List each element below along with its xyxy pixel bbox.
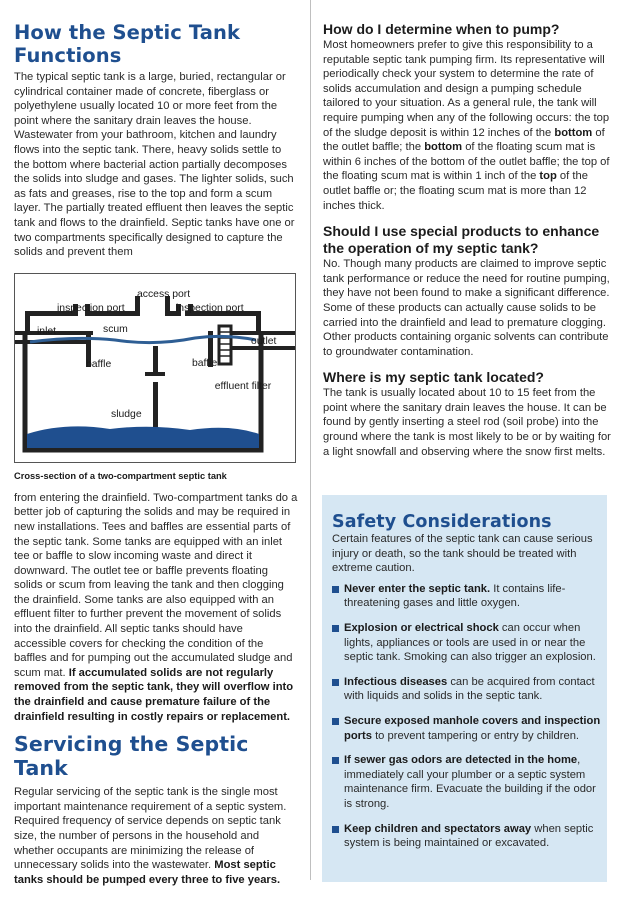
emphasis-bottom: bottom xyxy=(424,141,463,154)
question-special-products: Should I use special products to enhance the operation of my septic tank? xyxy=(323,223,600,257)
access-port-label: access port xyxy=(137,288,191,300)
tank-details-paragraph xyxy=(14,491,298,725)
outlet-label: outlet xyxy=(251,335,277,347)
diagram-caption: Cross-section of a two-compartment septic tank xyxy=(14,470,227,481)
column-divider xyxy=(310,0,311,880)
safety-list xyxy=(322,582,607,851)
safety-item xyxy=(332,675,602,704)
safety-item xyxy=(332,714,602,743)
question-when-to-pump: How do I determine when to pump? xyxy=(323,21,560,37)
answer-text: of the outlet baffle; the xyxy=(323,126,605,154)
bullet-square-icon xyxy=(332,679,339,686)
safety-considerations-box xyxy=(322,495,607,882)
safety-item-bold: If sewer gas odors are detected in the home xyxy=(344,754,578,767)
answer-tank-location: The tank is usually located about 10 to 15 feet from the point where the sanitary drain leaves the house. It can be found by gently inserting a steel rod (soil probe) into the ground where the tank is most likely to be or by waiting for a light snowfall and observing where the snow first melts. xyxy=(323,387,611,458)
safety-item xyxy=(332,582,602,611)
bullet-square-icon xyxy=(332,718,339,725)
tank-details-text: from entering the drainfield. Two-compartment tanks do a better job of capturing the solids and may be required in new installations. Tees and baffles are essential parts of the septic tank. Some tanks are equipped with an inlet tee or baffle to slow incoming waste and direct it downward. The outlet tee or baffle prevents floating solids or scum from leaving the tank and then clogging the drainfield. Some tanks are also equipped with an effluent filter to further prevent the movement of solids into the drainfield. All septic tanks should have accessible covers for checking the condition of the baffles and for pumping out the accumulated sludge and scum mat. xyxy=(14,491,298,679)
safety-item-text: , immediately call your plumber or a septic system maintenance firm. Evacuate the building if the odor is strong. xyxy=(344,754,596,810)
safety-item-text: can occur when lights, appliances or tools are used in or near the septic tank. Smoking can also trigger an explosion. xyxy=(344,621,596,664)
answer-text: of the floating scum mat is within 6 inches of the bottom of the outlet baffle; the top of the floating scum mat is within 1 inch of the xyxy=(323,141,610,183)
inspection-port-right-label: inspection port xyxy=(176,302,244,314)
baffle-right-label: baffle xyxy=(192,357,218,369)
emphasis-top: top xyxy=(539,170,557,183)
section-title-servicing: Servicing the Septic Tank xyxy=(14,732,249,781)
functions-paragraph: The typical septic tank is a large, buried, rectangular or cylindrical container made of concrete, fiberglass or polyethylene usually located 10 or more feet from the point where the sanitary drain leaves the house. Wastewater from your bathroom, kitchen and laundry flows into the septic tank. There, heavy solids settle to the bottom where bacterial action partially decomposes the solids into sludge and gases. The lighter solids, such as fats and greases, rise to the top and form a scum layer. The partially treated effluent then leaves the septic tank and flows to the drainfield. Septic tanks have one or two compartments specifically designed to capture the solids and prevent them xyxy=(14,71,295,259)
septic-tank-diagram xyxy=(14,273,296,463)
section-title-functions: How the Septic Tank Functions xyxy=(14,21,241,67)
question-tank-location: Where is my septic tank located? xyxy=(323,369,544,386)
inlet-label: inlet xyxy=(37,325,57,337)
safety-item-bold: Secure exposed manhole covers and inspection ports xyxy=(344,714,601,742)
servicing-text: Regular servicing of the septic tank is the single most important maintenance requirement of a septic system. Required frequency of service depends on septic tank size, the number of persons in the household and whether occupants are minimizing the release of unnecessary solids into the wastewater. xyxy=(14,786,287,872)
bullet-square-icon xyxy=(332,826,339,833)
scum-label: scum xyxy=(103,323,128,335)
bullet-square-icon xyxy=(332,757,339,764)
left-column xyxy=(14,0,298,887)
safety-intro: Certain features of the septic tank can cause serious injury or death, so the tank should be treated with extreme caution. xyxy=(332,533,593,575)
safety-item-text: It contains life-threatening gases and little oxygen. xyxy=(344,582,566,610)
safety-item xyxy=(332,621,602,665)
effluent-filter-label: effluent filter xyxy=(214,380,272,392)
bullet-square-icon xyxy=(332,625,339,632)
tank-details-warning: If accumulated solids are not regularly removed from the septic tank, they will overflow into the drainfield and cause premature failure of the drainfield resulting in costly repairs or replacement. xyxy=(14,666,294,723)
safety-item xyxy=(332,822,602,851)
answer-special-products: No. Though many products are claimed to improve septic tank performance or reduce the need for routine pumping, they have not been found to make a significant difference. Some of these products can actually cause solids to be carried into the drainfield and lead to premature clogging. Other products containing organic solvents can contribute to groundwater contamination. xyxy=(323,258,610,358)
answer-text: of the outlet baffle or; the floating scum mat is more than 12 inches thick. xyxy=(323,170,588,212)
safety-item-text: to prevent tampering or entry by children. xyxy=(371,729,580,742)
answer-when-to-pump xyxy=(323,38,611,213)
safety-item-bold: Keep children and spectators away xyxy=(344,822,532,835)
answer-text: Most homeowners prefer to give this responsibility to a reputable septic tank pumping firm. Its representative will periodically check your system to determine the rate of solids accumulation and design a pumping schedule tailored to your situation. As a general rule, the tank will require pumping when any of the following occurs: the top of the sludge deposit is within 12 inches of the xyxy=(323,39,610,139)
servicing-frequency: Most septic tanks should be pumped every three to five years. xyxy=(14,859,281,886)
emphasis-bottom: bottom xyxy=(554,126,593,139)
inspection-port-left-label: inspection port xyxy=(57,302,125,314)
baffle-left-label: baffle xyxy=(86,358,112,370)
safety-item-text: can be acquired from contact with liquids and solids in the septic tank. xyxy=(344,675,595,703)
right-column xyxy=(323,0,611,459)
safety-item-bold: Explosion or electrical shock xyxy=(344,621,499,634)
bullet-square-icon xyxy=(332,586,339,593)
servicing-paragraph xyxy=(14,785,298,887)
safety-item xyxy=(332,753,602,811)
sludge-label: sludge xyxy=(111,408,142,420)
safety-item-bold: Infectious diseases xyxy=(344,675,448,688)
safety-item-bold: Never enter the septic tank. xyxy=(344,582,491,595)
safety-item-text: when septic system is being maintained or excavated. xyxy=(344,822,594,850)
safety-title: Safety Considerations xyxy=(332,512,552,532)
